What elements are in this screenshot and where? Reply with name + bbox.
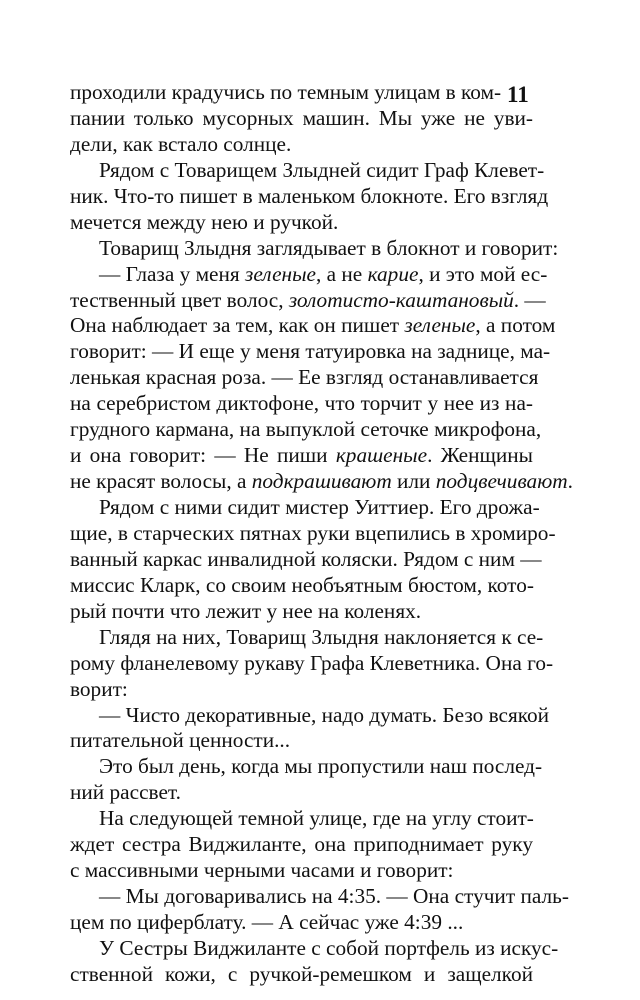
- text-segment: пании только мусорных машин. Мы уже не уви-: [70, 105, 533, 130]
- text-line: [70, 599, 533, 625]
- text-segment: — Глаза у меня: [99, 261, 246, 286]
- text-line: [70, 339, 551, 365]
- text-line: [70, 884, 569, 910]
- text-segment: Рядом с ними сидит мистер Уиттиер. Его дрожа-: [99, 495, 540, 519]
- text-segment: . Женщины: [427, 443, 533, 468]
- text-segment: рому фланелевому рукаву Графа Клеветника. Она го-: [70, 650, 554, 675]
- italic-text-segment: зеленые: [404, 313, 476, 338]
- text-line: [70, 754, 543, 780]
- text-line: [70, 935, 559, 962]
- text-line: [70, 261, 548, 288]
- text-segment: Рядом с Товарищем Злыдней сидит Граф Клевет-: [99, 157, 545, 182]
- text-line: [70, 313, 556, 339]
- page-number: 11: [507, 82, 529, 107]
- text-line: [70, 365, 539, 391]
- text-segment: на серебристом диктофоне, что торчит у нее из на-: [70, 391, 533, 416]
- text-line: [70, 780, 533, 806]
- text-segment: , а не: [315, 261, 368, 286]
- text-line: [70, 806, 533, 832]
- text-segment: тественный цвет волос,: [70, 287, 289, 312]
- text-segment: дели, как встало солнце.: [70, 131, 292, 156]
- text-segment: проходили крадучись по темным улицам в ком-: [70, 80, 502, 104]
- text-line: [70, 910, 533, 936]
- text-segment: Товарищ Злыдня заглядывает в блокнот и говорит:: [99, 235, 559, 260]
- text-line: [70, 157, 545, 184]
- text-segment: Глядя на них, Товарищ Злыдня наклоняется к се-: [99, 624, 544, 649]
- text-segment: мечется между нею и ручкой.: [70, 209, 339, 234]
- text-segment: Это был день, когда мы пропустили наш послед-: [99, 754, 543, 779]
- text-line: [70, 962, 533, 988]
- text-line: [70, 573, 533, 599]
- text-segment: миссис Кларк, со своим необъятным бюстом, кото-: [70, 572, 534, 597]
- italic-text-segment: подкрашивают: [251, 469, 392, 494]
- text-line: [70, 520, 556, 547]
- text-segment: .: [567, 469, 573, 494]
- text-segment: не красят волосы, а: [70, 469, 252, 494]
- italic-text-segment: карие: [367, 261, 419, 286]
- text-line: [70, 624, 544, 651]
- text-segment: или: [391, 469, 436, 494]
- text-line: [70, 106, 533, 132]
- italic-text-segment: подцвечивают: [435, 469, 568, 494]
- text-line: [70, 132, 533, 158]
- text-segment: рый почти что лежит у нее на коленях.: [70, 598, 422, 623]
- italic-text-segment: золотисто-каштановый: [288, 287, 514, 312]
- text-line: [70, 287, 546, 314]
- text-segment: с массивными черными часами и говорит:: [70, 858, 454, 883]
- text-segment: ленькая красная роза. — Ее взгляд останавливается: [70, 365, 539, 390]
- text-segment: Она наблюдает за тем, как он пишет: [70, 313, 405, 338]
- text-line: [70, 858, 533, 884]
- text-line: [70, 650, 554, 677]
- text-segment: цем по циферблату. — А сейчас уже 4:39 ...: [70, 910, 464, 934]
- text-line: [70, 235, 559, 262]
- text-segment: ворит:: [70, 676, 128, 701]
- text-line: [70, 728, 533, 754]
- italic-text-segment: зеленые: [245, 261, 316, 286]
- text-line: [70, 417, 542, 443]
- text-segment: . —: [513, 287, 546, 312]
- text-segment: грудного кармана, на выпуклой сеточке микрофона,: [70, 417, 542, 442]
- italic-text-segment: крашеные: [335, 443, 428, 468]
- text-line: [70, 469, 573, 495]
- text-line: [70, 832, 533, 858]
- text-segment: ник. Что-то пишет в маленьком блокноте. Его взгляд: [70, 183, 549, 208]
- text-segment: ждет сестра Виджиланте, она приподнимает руку: [70, 832, 533, 857]
- text-segment: щие, в старческих пятнах руки вцепились в хромиро-: [70, 520, 556, 545]
- text-segment: , и это мой ес-: [418, 261, 548, 286]
- text-segment: У Сестры Виджиланте с собой портфель из искус-: [99, 935, 559, 960]
- text-line: [70, 677, 533, 703]
- text-line: [70, 210, 533, 236]
- text-segment: и она говорит: — Не пиши: [70, 443, 336, 468]
- text-line: [70, 183, 549, 210]
- text-segment: — Чисто декоративные, надо думать. Безо всякой: [99, 702, 550, 727]
- text-line: [70, 702, 550, 729]
- text-line: [70, 443, 533, 469]
- text-segment: На следующей темной улице, где на углу стоит-: [99, 806, 534, 831]
- text-segment: , а потом: [475, 313, 556, 338]
- text-segment: ванный каркас инвалидной коляски. Рядом с ним —: [70, 546, 542, 571]
- text-line: [70, 546, 542, 573]
- text-line: [70, 495, 540, 521]
- text-line: [70, 391, 533, 417]
- body-text: [70, 80, 573, 988]
- text-segment: говорит: — И еще у меня татуировка на заднице, ма-: [70, 339, 551, 364]
- text-segment: ственной кожи, с ручкой-ремешком и защелкой: [70, 961, 533, 986]
- text-segment: питательной ценности...: [70, 728, 291, 753]
- text-segment: — Мы договаривались на 4:35. — Она стучит паль-: [99, 884, 569, 909]
- text-segment: ний рассвет.: [70, 780, 181, 805]
- text-line: [70, 80, 502, 106]
